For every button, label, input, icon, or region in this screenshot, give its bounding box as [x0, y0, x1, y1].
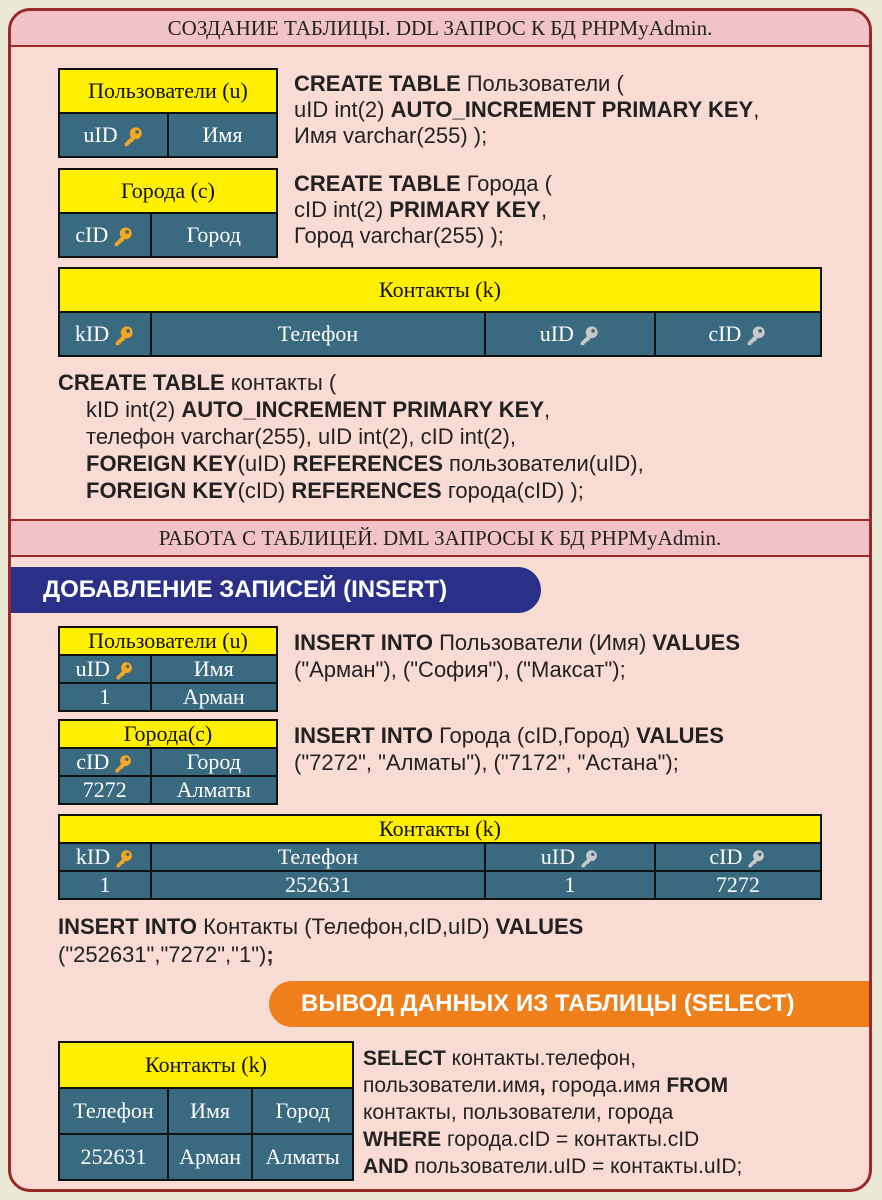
insert-users-table: [58, 626, 278, 712]
column-kid: kID: [59, 312, 151, 356]
primary-key-icon: [114, 661, 134, 681]
ddl-contacts-table: [58, 267, 822, 357]
foreign-key-icon: [745, 325, 767, 347]
table-title: Контакты (k): [59, 1042, 353, 1088]
insert-cities-sql: INSERT INTO Города (cID,Город) VALUES ("7272", "Алматы"), ("7172", "Астана");: [294, 723, 724, 775]
ddl-contacts-sql: CREATE TABLE контакты ( kID int(2) AUTO_INCREMENT PRIMARY KEY, телефон varchar(255), uID int(2), cID int(2), FOREIGN KEY(uID) REFERENCES пользователи(uID), FOREIGN KEY(cID) REFERENCES города(cID) );: [58, 370, 644, 503]
column-uid: uID: [59, 655, 151, 683]
foreign-key-icon: [746, 849, 766, 869]
table-cell: Арман: [151, 683, 277, 711]
column-city: Город: [252, 1088, 353, 1134]
table-cell: 7272: [655, 871, 821, 899]
table-cell: Арман: [168, 1134, 252, 1180]
column-name: Имя: [151, 655, 277, 683]
column-name: Имя: [168, 113, 277, 157]
table-cell: 252631: [59, 1134, 168, 1180]
column-cid: cID: [59, 748, 151, 776]
column-kid: kID: [59, 843, 151, 871]
insert-heading: ДОБАВЛЕНИЕ ЗАПИСЕЙ (INSERT): [11, 567, 541, 613]
table-cell: Алматы: [252, 1134, 353, 1180]
table-cell: Алматы: [151, 776, 277, 804]
table-cell: 1: [59, 871, 151, 899]
infographic-card: [8, 8, 872, 1192]
insert-contacts-sql: INSERT INTO Контакты (Телефон,cID,uID) VALUES ("252631","7272","1");: [58, 914, 584, 967]
insert-contacts-table: [58, 814, 822, 900]
primary-key-icon: [113, 325, 135, 347]
table-cell: 1: [485, 871, 655, 899]
select-heading: ВЫВОД ДАННЫХ ИЗ ТАБЛИЦЫ (SELECT): [269, 981, 872, 1027]
dml-section-title: РАБОТА С ТАБЛИЦЕЙ. DML ЗАПРОСЫ К БД PHPMyAdmin.: [11, 519, 869, 557]
primary-key-icon: [114, 849, 134, 869]
column-uid: uID: [485, 312, 655, 356]
table-cell: 252631: [151, 871, 485, 899]
column-phone: Телефон: [151, 312, 485, 356]
column-uid: uID: [485, 843, 655, 871]
primary-key-icon: [113, 754, 133, 774]
column-phone: Телефон: [59, 1088, 168, 1134]
ddl-users-sql: CREATE TABLE Пользователи ( uID int(2) AUTO_INCREMENT PRIMARY KEY, Имя varchar(255) );: [294, 71, 760, 148]
ddl-cities-table: [58, 168, 278, 258]
column-cid: cID: [59, 213, 151, 257]
column-uid: uID: [59, 113, 168, 157]
table-title: Города (c): [59, 169, 277, 213]
primary-key-icon: [112, 226, 134, 248]
table-title: Контакты (k): [59, 815, 821, 843]
insert-cities-table: [58, 719, 278, 805]
ddl-users-table: [58, 68, 278, 158]
table-title: Пользователи (u): [59, 627, 277, 655]
table-cell: 7272: [59, 776, 151, 804]
insert-users-sql: INSERT INTO Пользователи (Имя) VALUES ("Арман"), ("София"), ("Максат");: [294, 630, 740, 682]
ddl-cities-sql: CREATE TABLE Города ( cID int(2) PRIMARY KEY, Город varchar(255) );: [294, 171, 552, 248]
primary-key-icon: [122, 126, 144, 148]
column-city: Город: [151, 748, 277, 776]
column-name: Имя: [168, 1088, 252, 1134]
column-city: Город: [151, 213, 277, 257]
table-title: Контакты (k): [59, 268, 821, 312]
column-cid: cID: [655, 843, 821, 871]
select-sql: SELECT контакты.телефон, пользователи.имя, города.имя FROM контакты, пользователи, города WHERE города.cID = контакты.cID AND пользователи.uID = контакты.uID;: [363, 1047, 743, 1178]
select-result-table: [58, 1041, 354, 1181]
table-title: Пользователи (u): [59, 69, 277, 113]
column-cid: cID: [655, 312, 821, 356]
foreign-key-icon: [579, 849, 599, 869]
foreign-key-icon: [578, 325, 600, 347]
column-phone: Телефон: [151, 843, 485, 871]
table-title: Города(с): [59, 720, 277, 748]
table-cell: 1: [59, 683, 151, 711]
ddl-section-title: СОЗДАНИЕ ТАБЛИЦЫ. DDL ЗАПРОС К БД PHPMyAdmin.: [11, 11, 869, 47]
